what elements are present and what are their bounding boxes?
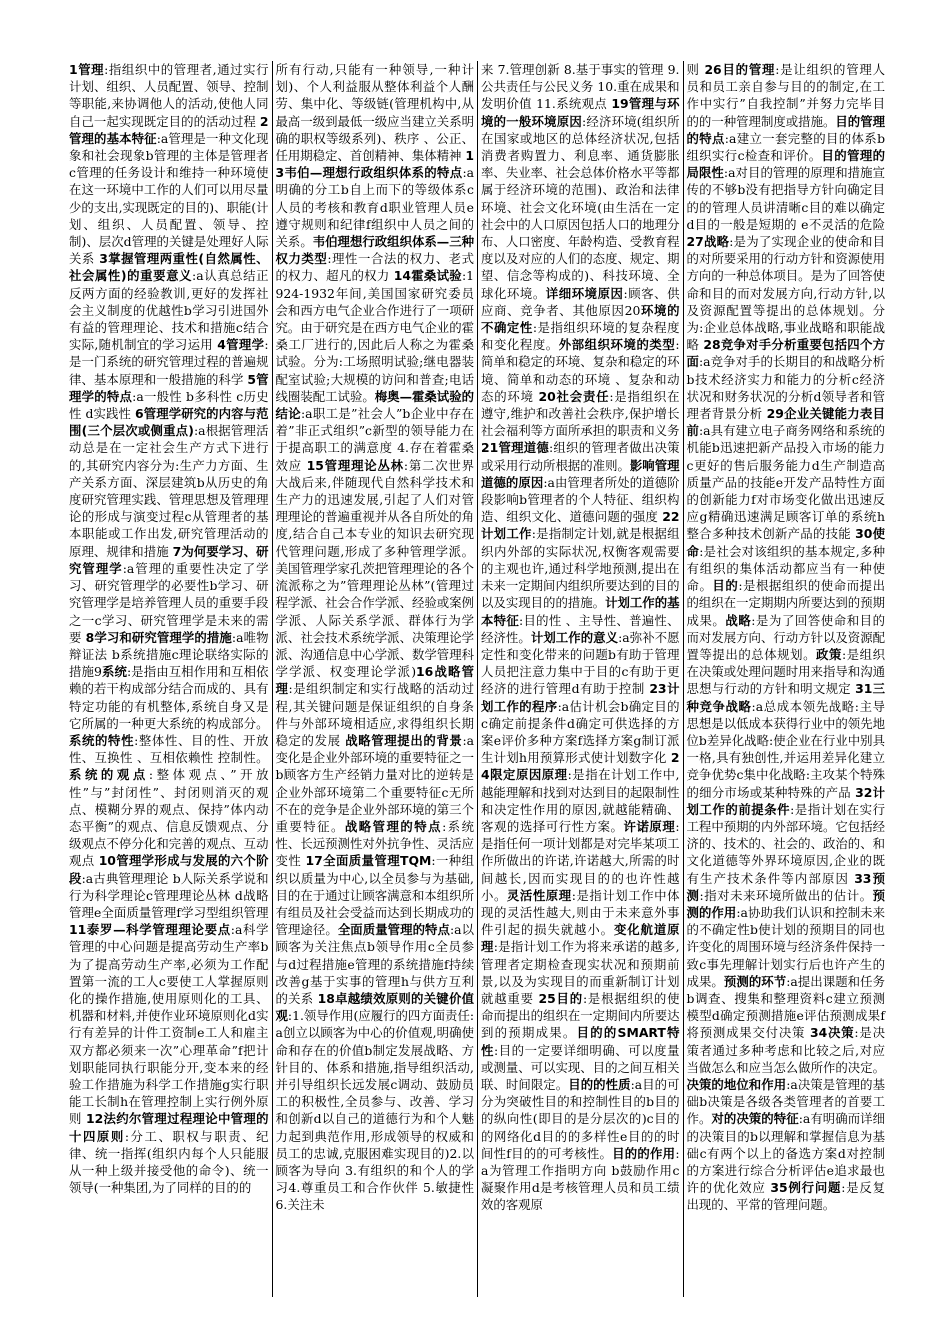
- body-text: :是指任何一项计划都是对完毕某项工作所做出的许诺,许诺越大,所需的时间越长,因而实现目的的也许性越小。: [481, 818, 680, 903]
- term-heading: 6管理学研究的内容与范围(三个层次或侧重点): [69, 406, 269, 439]
- body-text: :a一般性 b多科性 c历史性 d实践性: [69, 388, 269, 422]
- body-text: :是指由互相作用和互相依赖的若干构成部分结合而成的、具有特定功能的有机整体,系统自身又是它所属的一种更大系统的构成部分。: [69, 664, 269, 731]
- term-heading: 31三种竞争战略: [686, 681, 885, 714]
- body-text: :a认真总结正反两方面的经验教训,更好的发挥社会主义制度的优越性b学习引进国外有益的管理理论、技术和措施c结合实际,随机制宜的学习运用: [69, 268, 269, 353]
- body-text: :a有明确而详细的决策目的b以理解和掌握信息为基础c有两个以上的备选方案d对控制的方案进行综合分析评估e追求最也许的优化效应: [686, 1111, 886, 1196]
- term-heading: 系统的特性: [69, 732, 135, 748]
- term-heading: 系统: [101, 664, 127, 680]
- body-text: :a根据管理活动总是在一定社会生产方式下进行的,其研究内容分为:生产力方面、生产关系方面、深层建筑b从历史的角度研究管理实践、管理思想及管理理论的形成与演变过程c从管理者的基本职能或工作出发,研究管理活动的原理、规律和措施: [69, 423, 269, 559]
- body-text: :指对未来环境所做出的估计。: [699, 887, 873, 903]
- body-text: :1.领导作用(应履行的四方面责任:a创立以顾客为中心的价值观,明确使命和存在的价值b制定发展战略、方针目的、体系和措施,指导组织活动,并引导组织长远发展c调动、鼓励员工的积极性,全员参与、改善、学习和创新d以自己的道德行为和个人魅力起到典范作用,形成领导的权威和员工的忠诚,克服困难实现目的)2.以顾客为导向 3.有组织的和个人的学习4.尊重员工和合作伙伴 5.敏捷性 6.关注未: [275, 1008, 475, 1213]
- body-text: :是为了回答使命和目的而对发展方向、行动方针以及资源配置等提出的总体规划。: [686, 612, 886, 662]
- term-heading: 决策的地位和作用: [686, 1076, 787, 1092]
- term-heading: 32计划工作的前提条件: [686, 784, 885, 817]
- term-heading: 系统的观点: [69, 767, 149, 783]
- term-heading: 24限定原因原理: [481, 750, 680, 783]
- body-text: :a以顾客为关注焦点b领导作用c全员参与d过程措施e管理的系统措施f持续改善g基于实事的管理h与供方互利的关系: [275, 922, 475, 1006]
- term-heading: 26目的管理: [704, 62, 776, 77]
- body-text: :a科学管理的中心问题是提高劳动生产率b为了提高劳动生产率,必须为工作配置第一流的工人c要使工人掌握原则化的操作措施,使用原则化的工具、机器和材料,并使作业环境原则化d实行有差异的计件工资制e工人和雇主双方都必须来一次”心理革命”f把计划职能同执行职能分开,变本来的经验工作措施为科学工作措施g实行职能工长制h在管理控制上实行例外原则: [69, 922, 269, 1127]
- term-heading: 目的: [712, 578, 739, 594]
- body-text: :目的性 、主导性、普遍性、经济性。: [481, 612, 680, 645]
- body-text: 来 7.管理创新 8.基于事实的管理 9.公共责任与公民义务 10.重在成果和发明价值 11.系统观点: [481, 62, 680, 112]
- body-text: :a管理的重要性决定了学习、研究管理学的必要性b学习、研究管理学是培养管理人员的重要手段之一c学习、研究管理学是未来的需要: [69, 560, 269, 645]
- body-text: :一种组织以质量为中心,以全员参与为基础,目的在于通过让顾客满意和本组织所有组员及社会受益而达到长期成功的管理途径。: [275, 853, 474, 938]
- term-heading: 灵活性原理: [506, 887, 572, 903]
- term-heading: 34决策: [809, 1025, 855, 1041]
- term-heading: 计划工作的意义: [530, 629, 619, 645]
- text-column-1: [66, 61, 272, 1297]
- body-text: :a竞争对手的长期目的和战略分析b技术经济实力和能力的分析c经济状况和财务状况的分析d领导者和管理者背景分析: [686, 354, 886, 422]
- body-text: :是为了实现企业的使命和目的对所要采用的行动方针和资源使用方向的一种总体项目。是为了回答使命和目的而对发展方向,行动方针,以及资源配置等提出的总体规划。分为:企业总体战略,事业战略和职能战略: [686, 234, 885, 353]
- body-text: 所有行动,只能有一种领导,一种计划)、个人利益服从整体利益个人酬劳、集中化、等级链(管理机构中,从最高一级到最低一级应当建立关系明确的职权等级系列)、秩序 、公正、任用期稳定、首创精神、集体精神: [275, 62, 474, 164]
- body-text: :是指组织环境的复杂程度和变化程度。: [481, 320, 680, 353]
- body-text: :a为管理工作指明方向 b鼓励作用c凝聚作用d是考核管理人员和员工绩效的客观原: [481, 1145, 680, 1213]
- term-heading: 30使命: [686, 526, 885, 559]
- text-column-3: [477, 61, 683, 1297]
- body-text: :a管理是一种文化现象和社会现象b管理的主体是管理者c管理的任务设计和维持一种环境使在这一环境中工作的人们可以用尽量少的支出,实现既定的目的)、职能(计划、组织、人员配置、领导、控制)、层次d管理的关键是处理好人际关系: [69, 130, 269, 267]
- body-text: :是让组织的管理人员和员工亲自参与目的的制定,在工作中实行”自我控制”并努力完毕目的的一种管理制度或措施。: [686, 62, 885, 129]
- body-text: :a明确的分工b自上而下的等级体系c人员的考核和教育d职业管理人员e遵守规则和纪律f组织中人员之间的关系。: [275, 165, 474, 250]
- term-heading: 目的的SMART特性: [481, 1025, 680, 1058]
- term-heading: 影响管理道德的原因: [481, 457, 680, 490]
- body-text: :a由管理者所处的道德阶段影响b管理者的个人特征、组织构造、组织文化、道德问题的强度: [481, 474, 680, 525]
- body-text: :第二次世界大战后来,伴随现代自然科学技术和生产力的迅速发展,引起了人们对管理理论的普遍重视并从各自所处的角度,结合自己本专业的知识去研究现代管理问题,形成了多种管理学派。美国管理学家孔茨把管理理论的各个流派称之为”管理理论丛林”(管理过程学派、社会合作学派、经验或案例学派、人际关系学派、群体行为学派、社会技术系统学派、决策理论学派、沟通信息中心学派、数学管理科学学派、权变理论学派): [275, 457, 474, 680]
- body-text: :目的一定要详细明确、可以度量或测量、可以实现、目的之间互相关联、时间限定。: [481, 1042, 680, 1092]
- term-heading: 17全面质量管理TQM: [305, 853, 432, 869]
- body-text: :是根据组织的使命而提出的组织在一定期间内所要达到的预期成果。: [481, 990, 680, 1041]
- term-heading: 环境的不确定性: [481, 302, 680, 336]
- body-text: :分工、职权与职责、纪律、统一指挥(组织内每个人只能服从一种上级并接受他的命令)、统一领导(一种集团,为了同样的目的的: [69, 1128, 269, 1196]
- body-text: :系统性、长远预测性对外抗争性、灵活应变性: [275, 818, 474, 869]
- term-heading: 梅奥—霍桑试验的结论: [275, 388, 475, 422]
- body-text: :是指在计划工作中,越能理解和找到对达到目的起限制性和决定性作用的原因,就越能精确、客观的选择可行性方案。: [481, 767, 680, 834]
- body-text: :是指计划在实行工程中预期的内外部环境。它包括经济的、技术的、社会的、政治的、和文化道德等外界环境原因,企业的既有生产技术条件等内部原因: [686, 801, 885, 886]
- body-text: :是指计划工作为将来承诺的越多,管理者定期检查现实状况和预期前景,以及为实现目的而重新制订计划就越重要: [481, 939, 680, 1006]
- body-text: :a具有建立电子商务网络和系统的机能b迅速把新产品投入市场的能力c更好的售后服务能力d生产制造高质量产品的技能e开发产品特性方面的创新能力f对市场变化做出迅速反应g精确迅速满足顾客订单的系统h整合多种技术创新产品的技能: [686, 423, 886, 542]
- body-text: :是根据组织的使命而提出的组织在一定期期内所要达到的预期成果。: [686, 578, 886, 628]
- term-heading: 25目的: [538, 990, 583, 1006]
- body-text: :整体观点、”开放性”与”封闭性”、封闭则消灭的观点、模糊分界的观点、保持”体内动态平衡”的观点、信息反馈观点、分级观点不停分化和完善的观点、互动观点: [69, 767, 269, 869]
- body-text: :a提出课题和任务b调查、搜集和整理资料c建立预测模型d确定预测措施e评估预测成果f将预测成果交付决策: [686, 973, 886, 1041]
- body-text: :顾客、供应商、竞争者、其他原因20: [481, 285, 680, 318]
- body-text: :a职工是”社会人”b企业中存在着”非正式组织”c新型的领导能力在于提高职工的满意度 4.存在着霍桑效应: [275, 406, 474, 473]
- body-text: :a对目的管理的原理和措施宣传的不够b没有把指导方针向确定目的的管理人员讲清晰c目的难以确定d目的一般是短期的 e不灵活的危险: [686, 165, 886, 232]
- term-heading: 计划工作的基本特征: [481, 595, 680, 628]
- term-heading: 4管理学: [217, 337, 265, 353]
- term-heading: 14霍桑试验: [393, 268, 462, 284]
- term-heading: 目的管理的特点: [686, 113, 886, 146]
- term-heading: 目的的作用: [612, 1145, 676, 1161]
- term-heading: 目的的性质: [568, 1076, 631, 1092]
- term-heading: 35例行问题: [770, 1180, 842, 1196]
- term-heading: 战略管理提出的背景: [345, 732, 463, 748]
- body-text: 则: [686, 62, 705, 77]
- term-heading: 对的决策的特征: [711, 1111, 799, 1127]
- term-heading: 16战略管理: [275, 664, 474, 697]
- term-heading: 29企业关键能力表目前: [686, 406, 885, 439]
- term-heading: 27战略: [686, 234, 730, 250]
- body-text: :a总成本领先战略:主导思想是以低成本获得行业中的领先地位b差异化战略:使企业在行业中别具一格,具有独创性,并运用差异化建立竞争优势c集中化战略:主攻某个特殊的细分市场或某种特殊的产品: [686, 698, 885, 800]
- body-text: :a变化是企业外部环境的重要特征之一b顾客方生产经销力量对比的逆转是企业外部环境第二个重要特征c无所不在的竞争是企业外部环境的第三个重要特征。: [275, 732, 474, 834]
- term-heading: 7为何要学习、研究管理学: [69, 543, 269, 576]
- term-heading: 详细环境原因: [545, 285, 624, 301]
- term-heading: 19管理与环境的一般环境原因: [481, 96, 680, 129]
- body-text: :是一门系统的研究管理过程的普遍规律、基本原理和一般措施的科学: [69, 337, 269, 387]
- body-text: :经济环境(组织所在国家或地区的总体经济状况,包括消费者购置力、利息率、通货膨胀率、失业率、社会总体价格水平等都属于经济环境的范围)、政治和法律环境、社会文化环境(由生活在一定社会中的人口原因包括人口的地理分布、人口密度、年龄构造、受教育程度以及对应的人们的态度、规定、期望、信念等构成的)、科技环境、全球化环境。: [481, 113, 680, 301]
- term-heading: 2管理的基本特征: [69, 113, 269, 146]
- body-text: :是指组织在遵守,维护和改善社会秩序,保护增长社会福利等方面所承担的职责和义务: [481, 388, 680, 439]
- body-text: :是反复出现的、平常的管理问题。: [686, 1180, 885, 1213]
- term-heading: 28竞争对手分析重要包括四个方面: [686, 337, 885, 370]
- body-text: :a古典管理理论 b人际关系学说和行为科学理论c管理理论丛林 d战略管理e全面质量管理f学习型组织管理: [69, 870, 269, 920]
- term-heading: 预测的作用: [686, 887, 886, 920]
- term-heading: 许诺原理: [623, 818, 676, 834]
- text-column-2: [272, 61, 478, 1297]
- body-text: :是组织制定和实行战略的活动过程,其关键问题是保证组织的自身条件与外部环境相适应,求得组织长期稳定的发展: [275, 681, 475, 748]
- body-text: :1924-1932年间,美国国家研究委员会和西方电气企业合作进行了一项研究。由于研究是在西方电气企业的霍桑工厂进行的,因此后人称之为霍桑试验。分为:工场照明试验;继电器装配室试验;大规模的访问和普查;电话线圈装配工试验。: [275, 268, 474, 404]
- term-heading: 韦伯理想行政组织体系—三种权力类型: [275, 234, 475, 267]
- term-heading: 政策: [816, 646, 842, 662]
- body-text: :简单和稳定的环境、复杂和稳定的环境、简单和动态的环境 、复杂和动态的环境: [481, 337, 680, 404]
- term-heading: 22计划工作: [481, 509, 680, 542]
- body-text: :整体性、目的性、开放性、互换性 、互相依赖性 控制性。: [69, 732, 269, 766]
- term-heading: 18卓越绩效原则的关键价值观: [275, 990, 474, 1024]
- term-heading: 战略管理的特点: [344, 818, 443, 834]
- body-text: :是社会对该组织的基本规定,多种有组织的集体活动都应当有一种使命。: [686, 543, 886, 594]
- body-text: :是决策者通过多种考虑和比较之后,对应当做怎么和应当怎么做所作的决定。: [686, 1025, 885, 1075]
- body-text: :a决策是管理的基础b决策是各级各类管理者的首要工作。: [686, 1076, 886, 1127]
- term-heading: 1管理: [69, 62, 105, 77]
- body-text: :a唯物辩证法 b系统措施c理论联络实际的措施9: [69, 629, 269, 680]
- body-text: :a协助我们认识和控制未来的不确定性b使计划的预期目的同也许变化的周围环境与经济条件保持一致c事先理解计划实行后也许产生的成果。: [686, 904, 886, 989]
- term-heading: 20社会责任: [538, 388, 610, 404]
- term-heading: 3掌握管理两重性(自然属性、社会属性)的重要意义: [69, 251, 269, 284]
- body-text: :组织的管理者做出决策或采用行动所根据的准则。: [481, 440, 680, 473]
- term-heading: 10管理学形成与发展的六个阶段: [69, 853, 269, 886]
- term-heading: 战略: [725, 612, 752, 628]
- document-page: [66, 61, 888, 1297]
- body-text: :a弥补不愿定性和变化带来的问题b有助于管理人员把注意力集中于目的c有助于更经济的进行管理d有助于控制: [481, 629, 680, 697]
- term-heading: 33预测: [686, 870, 885, 903]
- body-text: :a目的可分为突破性目的和控制性目的b目的的纵向性(即目的是分层次的)c目的的网络化d目的的多样性e目的的时间性f目的的可考核性。: [481, 1076, 680, 1161]
- term-heading: 8学习和研究管理学的措施: [85, 629, 232, 645]
- body-text: :指组织中的管理者,通过实行计划、组织、人员配置、领导、控制等职能,来协调他人的活动,使他人同自己一起实现既定目的的活动过程: [69, 62, 269, 129]
- term-heading: 全面质量管理的特点: [337, 922, 450, 938]
- term-heading: 预测的环节: [723, 973, 787, 989]
- body-text: :a建立一套完整的目的体系b组织实行c检查和评价。: [686, 130, 885, 164]
- term-heading: 15管理理论丛林: [306, 457, 404, 473]
- term-heading: 12法约尔管理过程理论中管理的十四原则: [69, 1111, 269, 1144]
- body-text: :是组织在决策或处理问题时用来指导和沟通思想与行动的方针和明文规定: [686, 646, 886, 697]
- text-column-4: [683, 61, 889, 1297]
- term-heading: 11泰罗—科学管理理论要点: [69, 922, 231, 938]
- body-text: :是指计划工作中体现的灵活性越大,则由于未来意外事件引起的损失就越小。: [481, 887, 680, 938]
- term-heading: 5管理学的特点: [69, 371, 269, 404]
- body-text: :a估计机会b确定目的 c确定前提条件d确定可供选择的方案e评价多种方案f选择方案g制订派生计划h用预算形式使计划数字化: [481, 698, 680, 766]
- term-heading: 目的管理的局限性: [686, 148, 886, 181]
- term-heading: 13韦伯—理想行政组织体系的特点: [275, 148, 474, 181]
- term-heading: 21管理道德: [481, 440, 550, 456]
- body-text: :是指制定计划,就是根据组织内外部的实际状况,权衡客观需要的主观也许,通过科学地预测,提出在未来一定期间内组织所要达到的目的以及实现目的的措施。: [481, 526, 680, 611]
- term-heading: 外部组织环境的类型: [558, 337, 676, 353]
- term-heading: 23计划工作的程序: [481, 681, 680, 714]
- term-heading: 变化航道原理: [481, 922, 680, 955]
- body-text: :理性一合法的权力、老式的权力、超凡的权力: [275, 251, 474, 284]
